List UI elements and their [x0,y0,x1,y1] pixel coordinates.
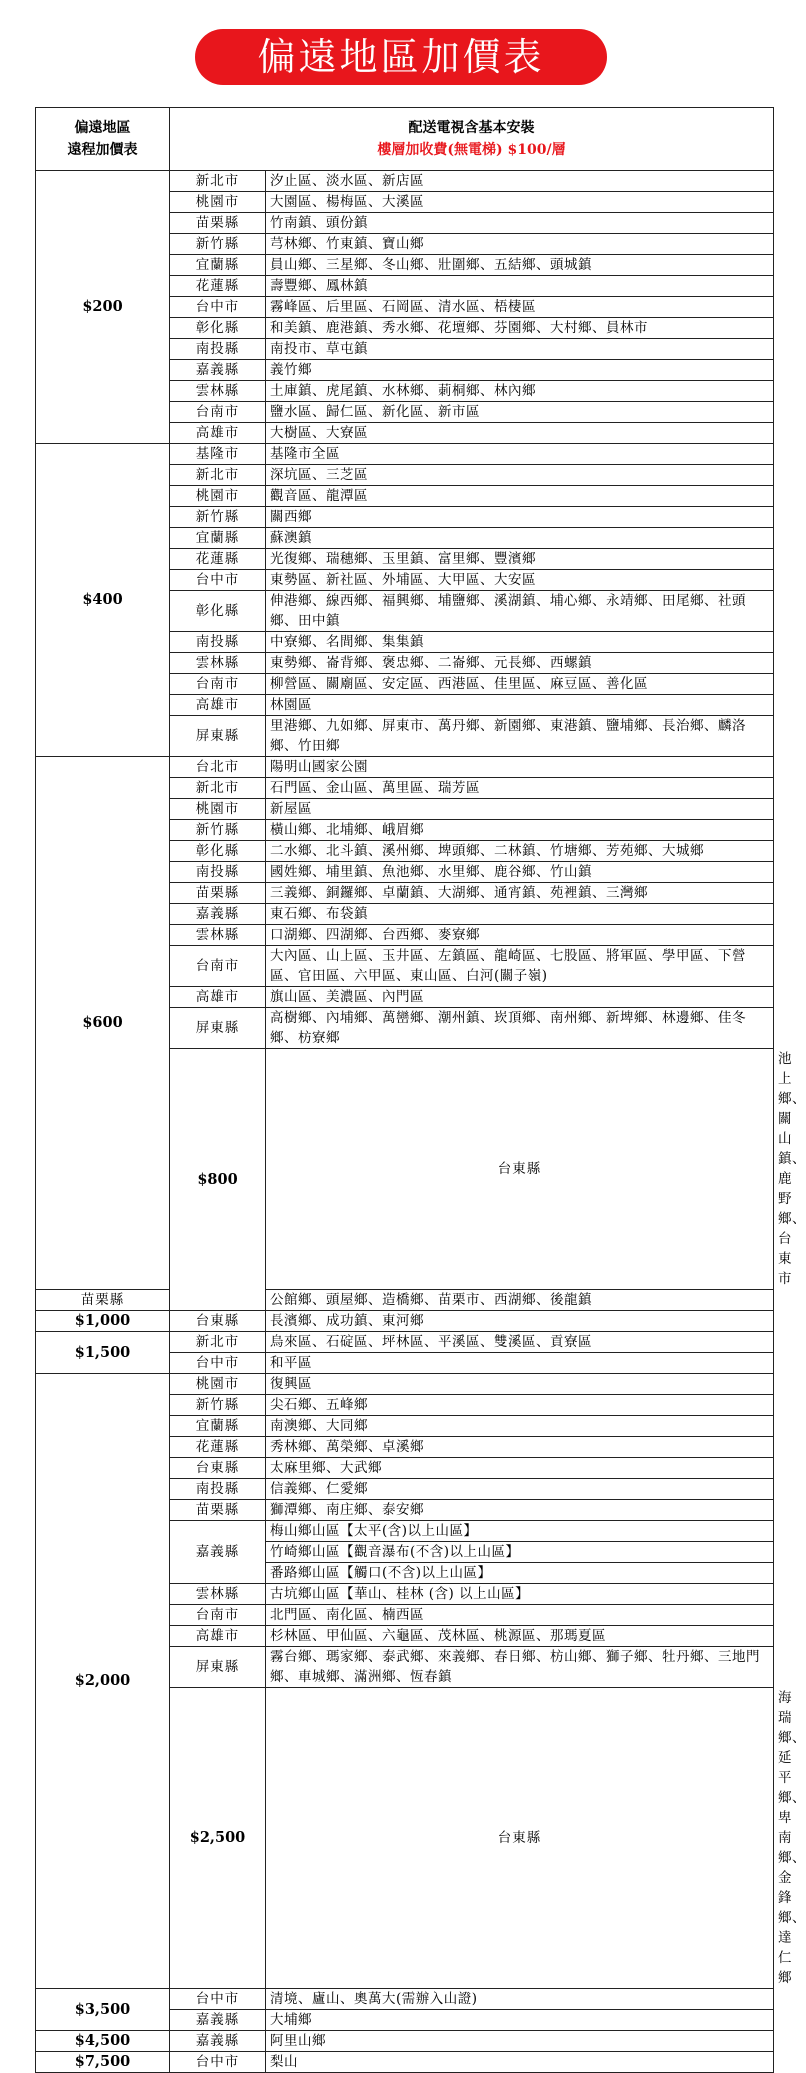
areas-cell: 長濱鄉、成功鎮、東河鄉 [266,1311,774,1332]
county-cell: 彰化縣 [170,841,266,862]
county-cell: 台南市 [170,946,266,987]
county-cell: 雲林縣 [170,1584,266,1605]
areas-cell: 霧峰區、后里區、石岡區、清水區、梧棲區 [266,297,774,318]
price-cell: $7,500 [36,2052,170,2073]
areas-cell: 獅潭鄉、南庄鄉、泰安鄉 [266,1500,774,1521]
areas-cell: 中寮鄉、名間鄉、集集鎮 [266,632,774,653]
areas-cell: 太麻里鄉、大武鄉 [266,1458,774,1479]
areas-cell: 東勢鄉、崙背鄉、褒忠鄉、二崙鄉、元長鄉、西螺鎮 [266,653,774,674]
county-cell: 台中市 [170,1353,266,1374]
county-cell: 台東縣 [266,1688,774,1989]
county-cell: 嘉義縣 [170,904,266,925]
header-service-cell [170,108,774,171]
areas-cell: 公館鄉、頭屋鄉、造橋鄉、苗栗市、西湖鄉、後龍鎮 [266,1290,774,1311]
areas-cell: 陽明山國家公園 [266,757,774,778]
county-cell: 新北市 [170,778,266,799]
county-cell: 台東縣 [266,1049,774,1290]
areas-cell: 番路鄉山區【觸口(不含)以上山區】 [266,1563,774,1584]
areas-cell: 里港鄉、九如鄉、屏東市、萬丹鄉、新園鄉、東港鎮、鹽埔鄉、長治鄉、麟洛鄉、竹田鄉 [266,716,774,757]
price-cell: $600 [36,757,170,1290]
areas-cell: 關西鄉 [266,507,774,528]
price-cell: $4,500 [36,2031,170,2052]
areas-cell: 觀音區、龍潭區 [266,486,774,507]
areas-cell: 汐止區、淡水區、新店區 [266,171,774,192]
county-cell: 雲林縣 [170,925,266,946]
areas-cell: 杉林區、甲仙區、六龜區、茂林區、桃源區、那瑪夏區 [266,1626,774,1647]
areas-cell: 和美鎮、鹿港鎮、秀水鄉、花壇鄉、芬園鄉、大村鄉、員林市 [266,318,774,339]
county-cell: 新北市 [170,171,266,192]
county-cell: 苗栗縣 [36,1290,170,1311]
header-surcharge-label: 遠程加價表 [67,142,138,158]
county-cell: 台東縣 [170,1458,266,1479]
areas-cell: 竹崎鄉山區【觀音瀑布(不含)以上山區】 [266,1542,774,1563]
areas-cell: 橫山鄉、北埔鄉、峨眉鄉 [266,820,774,841]
county-cell: 雲林縣 [170,381,266,402]
county-cell: 台中市 [170,2052,266,2073]
price-cell: $2,500 [170,1688,266,1989]
county-cell: 嘉義縣 [170,2010,266,2031]
county-cell: 台北市 [170,757,266,778]
county-cell: 苗栗縣 [170,213,266,234]
price-cell: $200 [36,171,170,444]
county-cell: 苗栗縣 [170,883,266,904]
price-cell: $2,000 [36,1374,170,1989]
county-cell: 桃園市 [170,799,266,820]
county-cell: 彰化縣 [170,591,266,632]
county-cell: 台中市 [170,1989,266,2010]
county-cell: 南投縣 [170,862,266,883]
areas-cell: 和平區 [266,1353,774,1374]
areas-cell: 蘇澳鎮 [266,528,774,549]
areas-cell: 芎林鄉、竹東鎮、寶山鄉 [266,234,774,255]
areas-cell: 土庫鎮、虎尾鎮、水林鄉、莿桐鄉、林內鄉 [266,381,774,402]
areas-cell: 霧台鄉、瑪家鄉、泰武鄉、來義鄉、春日鄉、枋山鄉、獅子鄉、牡丹鄉、三地門鄉、車城鄉、滿洲鄉、恆春鎮 [266,1647,774,1688]
county-cell: 南投縣 [170,632,266,653]
county-cell: 台東縣 [170,1311,266,1332]
areas-cell: 阿里山鄉 [266,2031,774,2052]
county-cell: 台南市 [170,674,266,695]
areas-cell: 烏來區、石碇區、坪林區、平溪區、雙溪區、貢寮區 [266,1332,774,1353]
areas-cell: 員山鄉、三星鄉、冬山鄉、壯圍鄉、五結鄉、頭城鎮 [266,255,774,276]
county-cell: 嘉義縣 [170,2031,266,2052]
areas-cell: 南投市、草屯鎮 [266,339,774,360]
header-region-label: 偏遠地區 [74,120,131,136]
areas-cell: 大內區、山上區、玉井區、左鎮區、龍崎區、七股區、將軍區、學甲區、下營區、官田區、六甲區、東山區、白河(關子嶺) [266,946,774,987]
areas-cell: 基隆市全區 [266,444,774,465]
price-cell: $3,500 [36,1989,170,2031]
county-cell: 新竹縣 [170,1395,266,1416]
county-cell: 台中市 [170,297,266,318]
county-cell: 花蓮縣 [170,276,266,297]
areas-cell: 伸港鄉、線西鄉、福興鄉、埔鹽鄉、溪湖鎮、埔心鄉、永靖鄉、田尾鄉、社頭鄉、田中鎮 [266,591,774,632]
price-cell: $400 [36,444,170,757]
county-cell: 桃園市 [170,1374,266,1395]
areas-cell: 光復鄉、瑞穗鄉、玉里鎮、富里鄉、豐濱鄉 [266,549,774,570]
areas-cell: 高樹鄉、內埔鄉、萬巒鄉、潮州鎮、崁頂鄉、南州鄉、新埤鄉、林邊鄉、佳冬鄉、枋寮鄉 [266,1008,774,1049]
county-cell: 高雄市 [170,987,266,1008]
areas-cell: 秀林鄉、萬榮鄉、卓溪鄉 [266,1437,774,1458]
areas-cell: 梅山鄉山區【太平(含)以上山區】 [266,1521,774,1542]
areas-cell: 尖石鄉、五峰鄉 [266,1395,774,1416]
county-cell: 嘉義縣 [170,360,266,381]
areas-cell: 柳營區、關廟區、安定區、西港區、佳里區、麻豆區、善化區 [266,674,774,695]
areas-cell: 大埔鄉 [266,2010,774,2031]
areas-cell: 北門區、南化區、楠西區 [266,1605,774,1626]
areas-cell: 鹽水區、歸仁區、新化區、新市區 [266,402,774,423]
areas-cell: 林園區 [266,695,774,716]
county-cell: 新竹縣 [170,507,266,528]
county-cell: 台南市 [170,402,266,423]
county-cell: 宜蘭縣 [170,255,266,276]
areas-cell: 梨山 [266,2052,774,2073]
areas-cell: 旗山區、美濃區、內門區 [266,987,774,1008]
header-service-label: 配送電視含基本安裝 [408,120,535,136]
areas-cell: 清境、廬山、奧萬大(需辦入山證) [266,1989,774,2010]
areas-cell: 東石鄉、布袋鎮 [266,904,774,925]
areas-cell: 大園區、楊梅區、大溪區 [266,192,774,213]
county-cell: 高雄市 [170,1626,266,1647]
areas-cell: 復興區 [266,1374,774,1395]
areas-cell: 新屋區 [266,799,774,820]
price-cell: $1,500 [36,1332,170,1374]
county-cell: 屏東縣 [170,716,266,757]
remote-area-surcharge-table: 偏遠地區 遠程加價表 配送電視含基本安裝 樓層加收費(無電梯) $100/層 $200 新北市 汐止區、淡水區、新店區 桃園市 大園區、楊梅區、大溪區 苗栗縣 竹南鎮、頭份鎮 新竹縣 芎林鄉、竹東鎮、寶山鄉 宜蘭縣 員山鄉、三星鄉、冬山鄉、壯圍鄉、五結鄉、頭城鎮 花蓮縣 壽豐鄉、鳳林鎮 台中市 霧峰區、后里區、石岡區、清水區、梧棲區 彰化縣 和美鎮、鹿港鎮、秀水鄉、花壇鄉、芬園鄉、大村鄉、員林市 南投縣 南投市、草屯鎮 嘉義縣 義竹鄉 雲林縣 土庫鎮、虎尾鎮、水林鄉、莿桐鄉、林內鄉 台南市 鹽水區、歸仁區、新化區、新市區 高雄市 大樹區、大寮區 $400 基隆市 基隆市全區 新北市 深坑區、三芝區 桃園市 觀音區、龍潭區 新竹縣 關西鄉 宜蘭縣 蘇澳鎮 花蓮縣 光復鄉、瑞穗鄉、玉里鎮、富里鄉、豐濱鄉 台中市 東勢區、新社區、外埔區、大甲區、大安區 彰化縣 伸港鄉、線西鄉、福興鄉、埔鹽鄉、溪湖鎮、埔心鄉、永靖鄉、田尾鄉、社頭鄉、田中鎮 南投縣 中寮鄉、名間鄉、集集鎮 雲林縣 東勢鄉、崙背鄉、褒忠鄉、二崙鄉、元長鄉、西螺鎮 台南市 柳營區、關廟區、安定區、西港區、佳里區、麻豆區、善化區 高雄市 林園區 屏東縣 里港鄉、九如鄉、屏東市、萬丹鄉、新園鄉、東港鎮、鹽埔鄉、長治鄉、麟洛鄉、竹田鄉 $600 台北市 陽明山國家公園 新北市 石門區、金山區、萬里區、瑞芳區 桃園市 新屋區 新竹縣 橫山鄉、北埔鄉、峨眉鄉 彰化縣 二水鄉、北斗鎮、溪州鄉、埤頭鄉、二林鎮、竹塘鄉、芳苑鄉、大城鄉 南投縣 國姓鄉、埔里鎮、魚池鄉、水里鄉、鹿谷鄉、竹山鎮 苗栗縣 三義鄉、銅鑼鄉、卓蘭鎮、大湖鄉、通宵鎮、苑裡鎮、三灣鄉 嘉義縣 東石鄉、布袋鎮 雲林縣 口湖鄉、四湖鄉、台西鄉、麥寮鄉 台南市 大內區、山上區、玉井區、左鎮區、龍崎區、七股區、將軍區、學甲區、下營區、官田區、六甲區、東山區、白河(關子嶺) 高雄市 旗山區、美濃區、內門區 屏東縣 高樹鄉、內埔鄉、萬巒鄉、潮州鎮、崁頂鄉、南州鄉、新埤鄉、林邊鄉、佳冬鄉、枋寮鄉 $800 台東縣 池上鄉、關山鎮、鹿野鄉、台東市 苗栗縣 公館鄉、頭屋鄉、造橋鄉、苗栗市、西湖鄉、後龍鎮 $1,000 台東縣 長濱鄉、成功鎮、東河鄉 $1,500 新北市 烏來區、石碇區、坪林區、平溪區、雙溪區、貢寮區 台中市 和平區 $2,000 桃園市 復興區 新竹縣 尖石鄉、五峰鄉 宜蘭縣 南澳鄉、大同鄉 花蓮縣 秀林鄉、萬榮鄉、卓溪鄉 台東縣 太麻里鄉、大武鄉 南投縣 信義鄉、仁愛鄉 苗栗縣 獅潭鄉、南庄鄉、泰安鄉 嘉義縣 梅山鄉山區【太平(含)以上山區】 竹崎鄉山區【觀音瀑布(不含)以上山區】 番路鄉山區【觸口(不含)以上山區】 雲林縣 古坑鄉山區【華山、桂林 (含) 以上山區】 台南市 北門區、南化區、楠西區 高雄市 杉林區、甲仙區、六龜區、茂林區、桃源區、那瑪夏區 屏東縣 霧台鄉、瑪家鄉、泰武鄉、來義鄉、春日鄉、枋山鄉、獅子鄉、牡丹鄉、三地門鄉、車城鄉、滿洲鄉、恆春鎮 $2,500 台東縣 海瑞鄉、延平鄉、卑南鄉、金鋒鄉、達仁鄉 $3,500 台中市 清境、廬山、奧萬大(需辦入山證) 嘉義縣 大埔鄉 $4,500 嘉義縣 阿里山鄉 $7,500 台中市 梨山 [35,107,774,2073]
county-cell: 彰化縣 [170,318,266,339]
header-region-cell [36,108,170,171]
county-cell: 新北市 [170,465,266,486]
areas-cell: 南澳鄉、大同鄉 [266,1416,774,1437]
areas-cell: 二水鄉、北斗鎮、溪州鄉、埤頭鄉、二林鎮、竹塘鄉、芳苑鄉、大城鄉 [266,841,774,862]
county-cell: 基隆市 [170,444,266,465]
header-floor-fee-label: 樓層加收費(無電梯) $100/層 [377,142,566,158]
areas-cell: 三義鄉、銅鑼鄉、卓蘭鎮、大湖鄉、通宵鎮、苑裡鎮、三灣鄉 [266,883,774,904]
county-cell: 高雄市 [170,423,266,444]
county-cell: 南投縣 [170,339,266,360]
county-cell: 台中市 [170,570,266,591]
county-cell: 宜蘭縣 [170,1416,266,1437]
county-cell: 桃園市 [170,192,266,213]
areas-cell: 石門區、金山區、萬里區、瑞芳區 [266,778,774,799]
areas-cell: 深坑區、三芝區 [266,465,774,486]
county-cell: 屏東縣 [170,1647,266,1688]
county-cell: 嘉義縣 [170,1521,266,1584]
county-cell: 雲林縣 [170,653,266,674]
areas-cell: 國姓鄉、埔里鎮、魚池鄉、水里鄉、鹿谷鄉、竹山鎮 [266,862,774,883]
county-cell: 花蓮縣 [170,1437,266,1458]
county-cell: 桃園市 [170,486,266,507]
county-cell: 苗栗縣 [170,1500,266,1521]
areas-cell: 義竹鄉 [266,360,774,381]
county-cell: 新北市 [170,1332,266,1353]
areas-cell: 竹南鎮、頭份鎮 [266,213,774,234]
county-cell: 宜蘭縣 [170,528,266,549]
price-cell: $800 [170,1049,266,1311]
county-cell: 新竹縣 [170,820,266,841]
areas-cell: 大樹區、大寮區 [266,423,774,444]
areas-cell: 古坑鄉山區【華山、桂林 (含) 以上山區】 [266,1584,774,1605]
price-cell: $1,000 [36,1311,170,1332]
county-cell: 花蓮縣 [170,549,266,570]
areas-cell: 口湖鄉、四湖鄉、台西鄉、麥寮鄉 [266,925,774,946]
areas-cell: 壽豐鄉、鳳林鎮 [266,276,774,297]
county-cell: 南投縣 [170,1479,266,1500]
county-cell: 新竹縣 [170,234,266,255]
page-title: 偏遠地區加價表 [195,29,607,85]
county-cell: 台南市 [170,1605,266,1626]
county-cell: 屏東縣 [170,1008,266,1049]
areas-cell: 信義鄉、仁愛鄉 [266,1479,774,1500]
areas-cell: 東勢區、新社區、外埔區、大甲區、大安區 [266,570,774,591]
county-cell: 高雄市 [170,695,266,716]
